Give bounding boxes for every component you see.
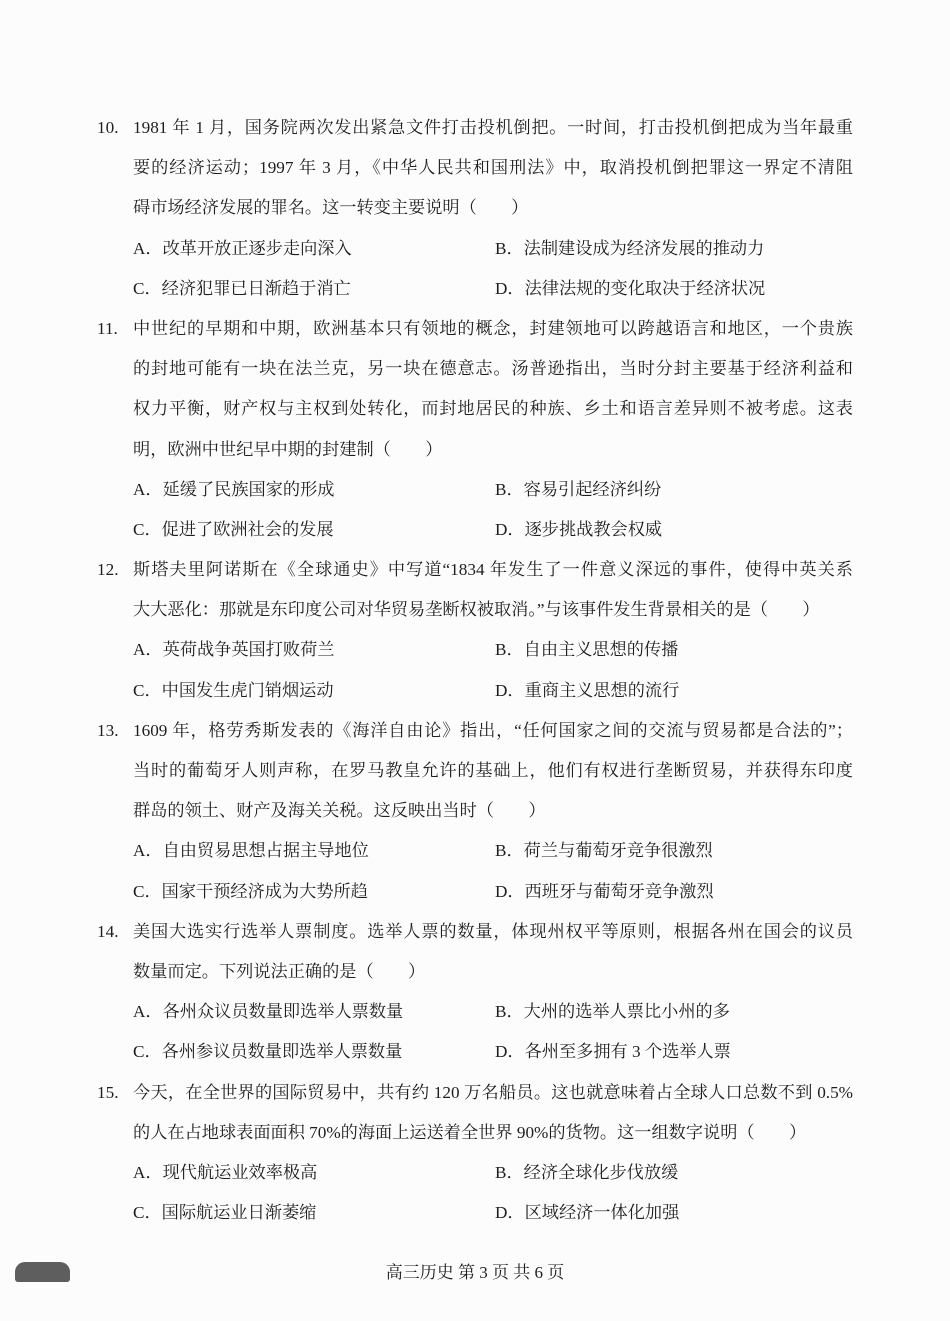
option-text: 自由主义思想的传播 [523,640,679,660]
option-b [495,470,661,510]
option-label: D． [495,680,525,700]
option-label: D． [495,278,525,298]
question-number: 12. [97,560,119,580]
option-text: 逐步挑战教会权威 [524,519,663,539]
options-row [133,1193,853,1233]
option-text: 各州众议员数量即选举人票数量 [162,1002,404,1022]
option-c [133,1032,402,1072]
option-c [133,872,368,912]
option-label: C． [133,519,162,539]
option-label: C． [133,680,162,700]
question-stem [133,1073,853,1153]
options-row [133,510,853,550]
option-a [133,470,335,510]
option-text: 改革开放正逐步走向深入 [162,238,352,258]
stem-line: 中世纪的早期和中期，欧洲基本只有领地的概念，封建领地可以跨越语言和地区，一个贵族 [133,318,853,338]
option-label: B． [495,841,524,861]
question-stem [133,912,853,992]
stem-line: 今天，在全世界的国际贸易中，共有约 120 万名船员。这也就意味着占全球人口总数不到 0.5% [133,1082,853,1102]
option-label: D． [495,1203,525,1223]
option-c [133,510,334,550]
option-text: 大州的选举人票比小州的多 [523,1002,730,1022]
option-text: 西班牙与葡萄牙竞争激烈 [524,881,714,901]
options-row [133,992,853,1032]
option-text: 荷兰与葡萄牙竞争很激烈 [523,841,713,861]
option-text: 法制建设成为经济发展的推动力 [523,238,765,258]
option-label: C． [133,278,162,298]
option-label: B． [495,640,524,660]
option-text: 英荷战争英国打败荷兰 [162,640,335,660]
question-14 [0,912,950,1073]
question-stem [133,309,853,470]
page-footer: 高三历史 第 3 页 共 6 页 [385,1263,565,1282]
option-label: A． [133,238,163,258]
option-label: B． [495,1002,524,1022]
question-15 [0,1073,950,1234]
option-label: C． [133,881,162,901]
option-text: 各州至多拥有 3 个选举人票 [524,1042,731,1062]
stem-line: 群岛的领土、财产及海关关税。这反映出当时（ ） [133,801,546,821]
stem-line: 美国大选实行选举人票制度。选举人票的数量，体现州权平等原则，根据各州在国会的议员 [133,921,853,941]
stem-line: 的人在占地球表面面积 70%的海面上运送着全世界 90%的货物。这一组数字说明（ ） [133,1122,807,1142]
option-label: D． [495,519,525,539]
option-text: 促进了欧洲社会的发展 [161,519,334,539]
question-number: 10. [97,118,119,137]
option-label: A． [133,841,163,861]
option-text: 容易引起经济纠纷 [523,479,662,499]
option-a [133,831,369,871]
options-row [133,269,853,309]
option-label: A． [133,479,163,499]
option-c [133,671,334,711]
question-number: 11. [97,318,118,338]
stem-line: 明，欧洲中世纪早中期的封建制（ ） [133,439,443,459]
option-text: 各州参议员数量即选举人票数量 [161,1042,403,1062]
question-number: 13. [97,720,119,740]
question-stem [133,550,853,630]
options-row [133,630,853,670]
option-label: C． [133,1203,162,1223]
options-row [133,671,853,711]
option-text: 法律法规的变化取决于经济状况 [524,278,766,298]
options-row [133,831,853,871]
option-label: A． [133,640,163,660]
option-label: D． [495,881,525,901]
exam-page [0,108,950,1233]
question-13 [0,711,950,912]
option-text: 区域经济一体化加强 [524,1203,680,1223]
option-d [495,510,662,550]
question-number: 15. [97,1082,119,1102]
stem-line: 1981 年 1 月，国务院两次发出紧急文件打击投机倒把。一时间，打击投机倒把成为当年最重 [133,118,853,137]
question-11 [0,309,950,550]
option-b [495,831,713,871]
option-label: D． [495,1042,525,1062]
stem-line: 大大恶化：那就是东印度公司对华贸易垄断权被取消。”与该事件发生背景相关的是（ ） [133,600,820,620]
option-text: 经济全球化步伐放缓 [523,1162,679,1182]
option-text: 国家干预经济成为大势所趋 [161,881,368,901]
option-a [133,992,403,1032]
option-b [495,229,764,269]
option-label: C． [133,1042,162,1062]
option-text: 经济犯罪已日渐趋于消亡 [161,278,351,298]
option-text: 现代航运业效率极高 [162,1162,318,1182]
question-number: 14. [97,921,119,941]
option-label: B． [495,238,524,258]
options-row [133,229,853,269]
stem-line: 1609 年，格劳秀斯发表的《海洋自由论》指出，“任何国家之间的交流与贸易都是合法的”； [133,720,853,740]
stem-line: 当时的葡萄牙人则声称，在罗马教皇允许的基础上，他们有权进行垄断贸易，并获得东印度 [133,761,853,780]
option-text: 中国发生虎门销烟运动 [161,680,334,700]
option-label: A． [133,1002,163,1022]
stem-line: 数量而定。下列说法正确的是（ ） [133,961,426,981]
stem-line: 权力平衡，财产权与主权到处转化，而封地居民的种族、乡土和语言差异则不被考虑。这表 [133,399,853,419]
option-label: B． [495,1162,524,1182]
option-d [495,1193,679,1233]
option-a [133,229,352,269]
option-a [133,630,335,670]
option-c [133,269,351,309]
question-stem [133,711,853,832]
option-text: 重商主义思想的流行 [524,680,680,700]
option-text: 国际航运业日渐萎缩 [161,1203,317,1223]
stem-line: 斯塔夫里阿诺斯在《全球通史》中写道“1834 年发生了一件意义深远的事件，使得中英关系 [133,560,853,580]
option-label: A． [133,1162,163,1182]
option-b [495,992,730,1032]
options-row [133,1153,853,1193]
stem-line: 要的经济运动；1997 年 3 月，《中华人民共和国刑法》中，取消投机倒把罪这一界定不清阻 [133,158,853,178]
question-stem [133,108,853,229]
option-a [133,1153,317,1193]
option-text: 延缓了民族国家的形成 [162,479,335,499]
options-row [133,872,853,912]
options-row [133,470,853,510]
option-b [495,630,678,670]
option-d [495,1032,731,1072]
option-text: 自由贸易思想占据主导地位 [162,841,369,861]
stem-line: 碍市场经济发展的罪名。这一转变主要说明（ ） [133,198,529,218]
option-c [133,1193,316,1233]
question-12 [0,550,950,711]
options-row [133,1032,853,1072]
stem-line: 的封地可能有一块在法兰克，另一块在德意志。汤普逊指出，当时分封主要基于经济利益和 [133,359,853,379]
option-label: B． [495,479,524,499]
option-b [495,1153,678,1193]
option-d [495,872,714,912]
question-10 [0,108,950,309]
option-d [495,671,679,711]
option-d [495,269,765,309]
